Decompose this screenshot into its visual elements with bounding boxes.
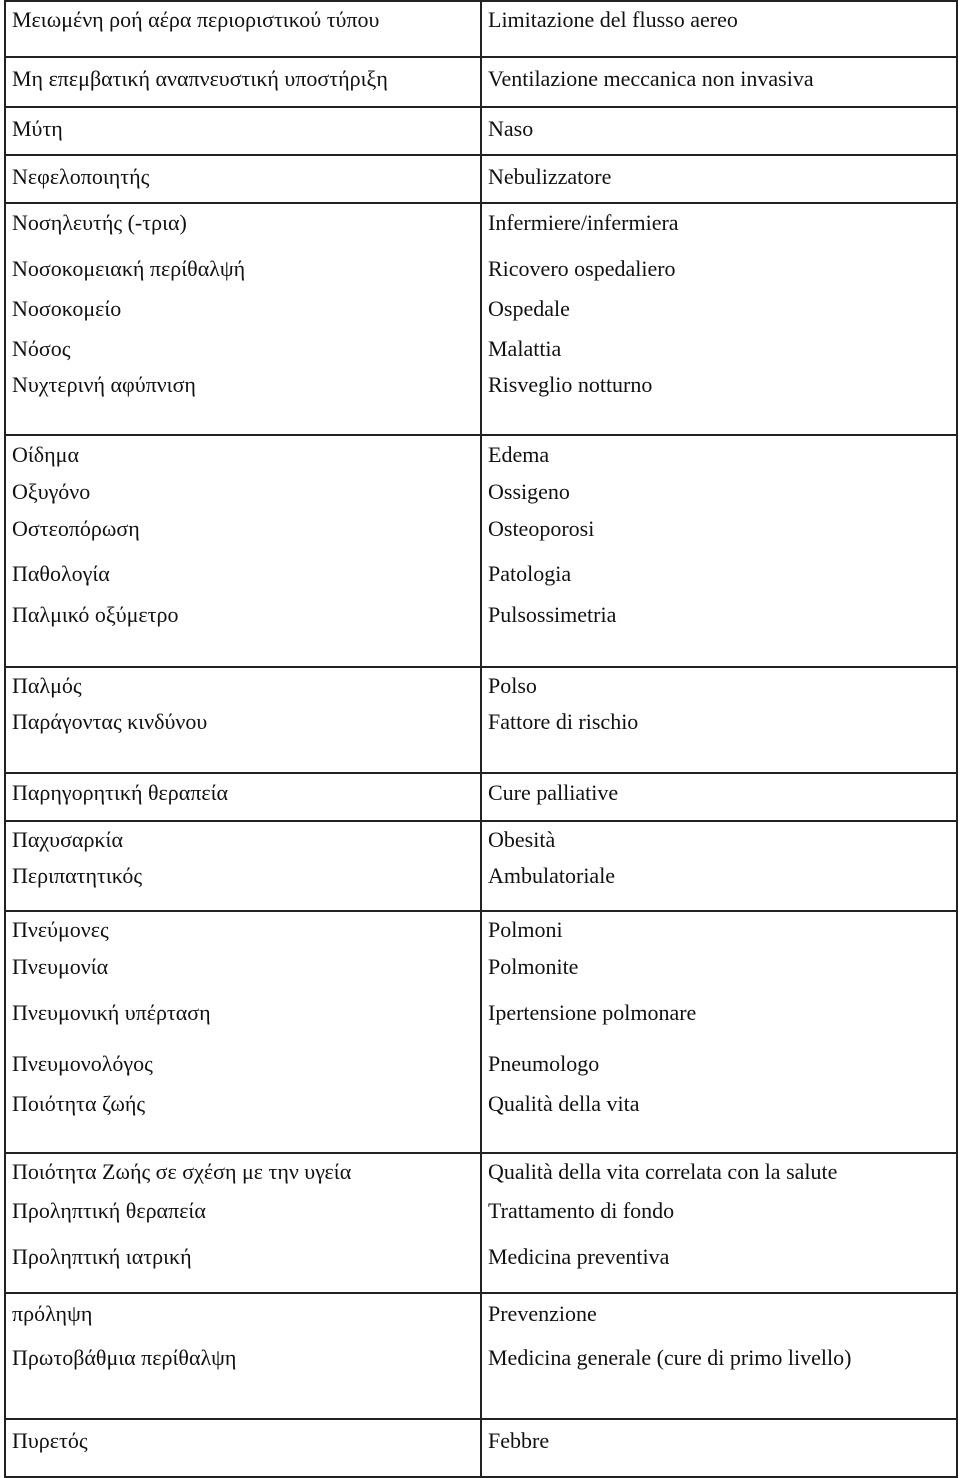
italian-term: Pulsossimetria bbox=[488, 602, 617, 627]
greek-term: Ποιότητα ζωής bbox=[12, 1091, 146, 1116]
table-row bbox=[5, 107, 957, 155]
greek-cell bbox=[5, 667, 481, 773]
greek-cell bbox=[5, 435, 481, 667]
italian-term: Polmoni bbox=[488, 917, 563, 942]
italian-term: Ospedale bbox=[488, 296, 570, 321]
greek-cell bbox=[5, 155, 481, 203]
italian-term: Ricovero ospedaliero bbox=[488, 256, 676, 281]
italian-term: Malattia bbox=[488, 336, 562, 361]
italian-term: Prevenzione bbox=[488, 1301, 597, 1326]
table-row bbox=[5, 435, 957, 667]
greek-term: Πνεύμονες bbox=[12, 917, 109, 942]
italian-cell bbox=[481, 1153, 957, 1293]
italian-term: Patologia bbox=[488, 561, 572, 586]
greek-cell bbox=[5, 773, 481, 821]
greek-term: Παχυσαρκία bbox=[12, 827, 123, 852]
italian-term: Edema bbox=[488, 442, 550, 467]
italian-cell bbox=[481, 155, 957, 203]
table-row bbox=[5, 155, 957, 203]
greek-term: Νυχτερινή αφύπνιση bbox=[12, 372, 196, 397]
greek-term: Περιπατητικός bbox=[12, 863, 143, 888]
greek-cell bbox=[5, 1293, 481, 1419]
greek-term: Παθολογία bbox=[12, 561, 110, 586]
greek-term: Παράγοντας κινδύνου bbox=[12, 709, 208, 734]
greek-term: Πνευμονολόγος bbox=[12, 1051, 153, 1076]
italian-term: Pneumologo bbox=[488, 1051, 600, 1076]
italian-term: Qualità della vita correlata con la salute bbox=[488, 1159, 838, 1184]
italian-term: Nebulizzatore bbox=[488, 164, 612, 189]
greek-term: Πνευμονική υπέρταση bbox=[12, 1000, 211, 1025]
table-row bbox=[5, 203, 957, 435]
greek-cell bbox=[5, 203, 481, 435]
greek-term: Νόσος bbox=[12, 336, 71, 361]
italian-cell bbox=[481, 435, 957, 667]
greek-term: Παλμός bbox=[12, 673, 82, 698]
greek-term: Οξυγόνο bbox=[12, 479, 91, 504]
italian-cell bbox=[481, 773, 957, 821]
greek-term: Μη επεμβατική αναπνευστική υποστήριξη bbox=[12, 66, 388, 91]
greek-term: Μύτη bbox=[12, 116, 63, 141]
italian-term: Infermiere/infermiera bbox=[488, 210, 679, 235]
greek-term: Πυρετός bbox=[12, 1428, 88, 1453]
italian-cell bbox=[481, 821, 957, 911]
italian-term: Naso bbox=[488, 116, 534, 141]
table-row bbox=[5, 57, 957, 107]
greek-term: Παλμικό οξύμετρο bbox=[12, 602, 179, 627]
greek-cell bbox=[5, 821, 481, 911]
italian-term: Ventilazione meccanica non invasiva bbox=[488, 66, 814, 91]
greek-term: Μειωμένη ροή αέρα περιοριστικού τύπου bbox=[12, 7, 380, 32]
greek-term: πρόληψη bbox=[12, 1301, 93, 1326]
greek-term: Ποιότητα Ζωής σε σχέση με την υγεία bbox=[12, 1159, 352, 1184]
greek-term: Οστεοπόρωση bbox=[12, 516, 140, 541]
italian-term: Medicina generale (cure di primo livello) bbox=[488, 1345, 852, 1370]
greek-term: Νοσοκομείο bbox=[12, 296, 122, 321]
table-row bbox=[5, 667, 957, 773]
italian-cell bbox=[481, 1, 957, 57]
italian-term: Febbre bbox=[488, 1428, 550, 1453]
italian-term: Polmonite bbox=[488, 954, 579, 979]
greek-term: Πνευμονία bbox=[12, 954, 109, 979]
italian-term: Osteoporosi bbox=[488, 516, 595, 541]
italian-term: Obesità bbox=[488, 827, 556, 852]
greek-term: Παρηγορητική θεραπεία bbox=[12, 780, 229, 805]
italian-cell bbox=[481, 57, 957, 107]
italian-term: Fattore di rischio bbox=[488, 709, 639, 734]
italian-term: Qualità della vita bbox=[488, 1091, 640, 1116]
greek-term: Νεφελοποιητής bbox=[12, 164, 150, 189]
greek-cell bbox=[5, 107, 481, 155]
italian-term: Limitazione del flusso aereo bbox=[488, 7, 738, 32]
table-row bbox=[5, 911, 957, 1153]
italian-term: Ambulatoriale bbox=[488, 863, 616, 888]
italian-cell bbox=[481, 107, 957, 155]
greek-cell bbox=[5, 1419, 481, 1477]
italian-cell bbox=[481, 911, 957, 1153]
greek-cell bbox=[5, 911, 481, 1153]
italian-term: Cure palliative bbox=[488, 780, 619, 805]
italian-term: Ossigeno bbox=[488, 479, 570, 504]
table-row bbox=[5, 1419, 957, 1477]
italian-cell bbox=[481, 667, 957, 773]
greek-term: Οίδημα bbox=[12, 442, 79, 467]
glossary-sheet bbox=[4, 0, 956, 1478]
table-row bbox=[5, 1293, 957, 1419]
greek-term: Νοσηλευτής (-τρια) bbox=[12, 210, 187, 235]
greek-term: Προληπτική ιατρική bbox=[12, 1244, 192, 1269]
italian-cell bbox=[481, 1419, 957, 1477]
italian-cell bbox=[481, 1293, 957, 1419]
italian-term: Polso bbox=[488, 673, 537, 698]
italian-cell bbox=[481, 203, 957, 435]
greek-term: Νοσοκομειακή περίθαλψή bbox=[12, 256, 246, 281]
table-row bbox=[5, 773, 957, 821]
table-row bbox=[5, 821, 957, 911]
greek-cell bbox=[5, 1153, 481, 1293]
greek-cell bbox=[5, 57, 481, 107]
glossary-table bbox=[4, 0, 958, 1478]
italian-term: Risveglio notturno bbox=[488, 372, 653, 397]
italian-term: Medicina preventiva bbox=[488, 1244, 670, 1269]
table-row bbox=[5, 1153, 957, 1293]
table-row bbox=[5, 1, 957, 57]
greek-cell bbox=[5, 1, 481, 57]
italian-term: Trattamento di fondo bbox=[488, 1198, 675, 1223]
greek-term: Προληπτική θεραπεία bbox=[12, 1198, 206, 1223]
italian-term: Ipertensione polmonare bbox=[488, 1000, 697, 1025]
greek-term: Πρωτοβάθμια περίθαλψη bbox=[12, 1345, 237, 1370]
